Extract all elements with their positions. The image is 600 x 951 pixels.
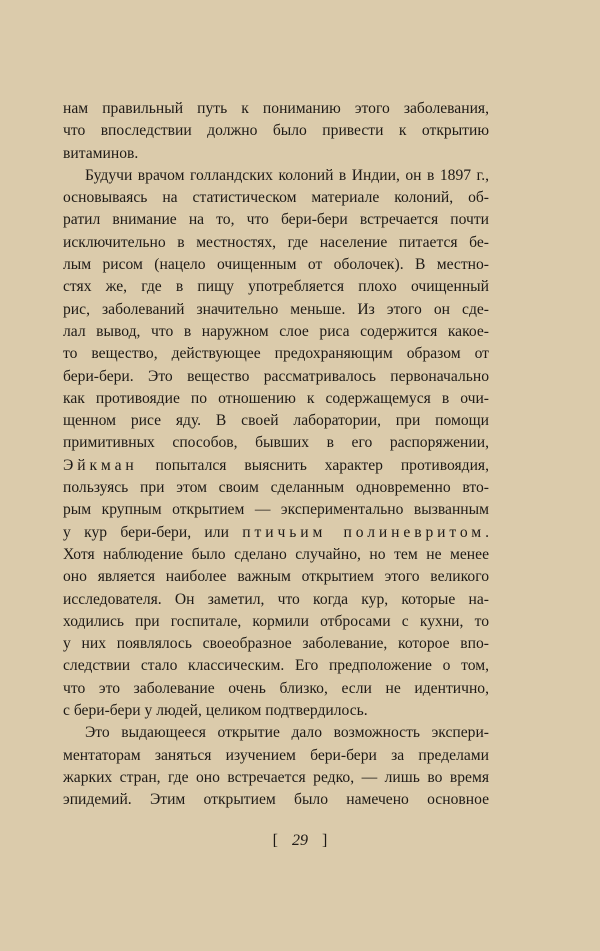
text-line: лал вывод, что в наружном слое риса содержится какое- bbox=[63, 322, 489, 340]
text-line: с бери-бери у людей, целиком подтвердилось. bbox=[63, 702, 368, 720]
text-line: следствии стало классическим. Его предположение о том, bbox=[63, 657, 489, 675]
text-line: как противоядие по отношению к содержащемуся в очи- bbox=[63, 389, 489, 407]
text-segment: попытался выяснить характер противоядия, bbox=[137, 456, 489, 474]
paragraph bbox=[63, 722, 489, 811]
text-line bbox=[63, 522, 489, 544]
emphasized-term: птичьим полиневритом bbox=[242, 523, 486, 541]
page-number-value: 29 bbox=[292, 832, 308, 849]
text-line: эпидемий. Этим открытием было намечено основное bbox=[63, 791, 489, 809]
text-line: лым рисом (нацело очищенным от оболочек). В местно- bbox=[63, 256, 489, 274]
text-line: исследователя. Он заметил, что когда кур, которые на- bbox=[63, 590, 489, 608]
text-line: Хотя наблюдение было сделано случайно, но тем не менее bbox=[63, 545, 489, 563]
body-text bbox=[63, 98, 489, 812]
text-line: стях же, где в пищу употребляется плохо очищенный bbox=[63, 278, 489, 296]
text-line: рис, заболеваний значительно меньше. Из этого он сде- bbox=[63, 300, 489, 318]
text-line: витаминов. bbox=[63, 144, 139, 162]
text-line: Будучи врачом голландских колоний в Индии, он в 1897 г., bbox=[85, 166, 489, 184]
text-line: что это заболевание очень близко, если не идентично, bbox=[63, 679, 489, 697]
text-line: оно является наиболее важным открытием этого великого bbox=[63, 568, 489, 586]
paragraph bbox=[63, 165, 489, 722]
text-line: примитивных способов, бывших в его распоряжении, bbox=[63, 434, 489, 452]
text-segment: у кур бери-бери, или bbox=[63, 523, 243, 541]
text-line: пользуясь при этом своим сделанным одновременно вто- bbox=[63, 479, 489, 497]
text-line: исключительно в местностях, где население питается бе- bbox=[63, 233, 489, 251]
text-line: бери-бери. Это вещество рассматривалось первоначально bbox=[63, 367, 489, 385]
text-line: ходились при госпитале, кормили отбросами с кухни, то bbox=[63, 612, 489, 630]
text-segment: . bbox=[485, 523, 489, 541]
text-line: нам правильный путь к пониманию этого заболевания, bbox=[63, 100, 489, 117]
text-line: что впоследствии должно было привести к открытию bbox=[63, 122, 489, 140]
paragraph bbox=[63, 98, 489, 165]
page-number bbox=[0, 832, 600, 850]
text-line: Это выдающееся открытие дало возможность экспери- bbox=[85, 724, 489, 742]
text-line: то вещество, действующее предохраняющим образом от bbox=[63, 345, 489, 363]
text-line: основываясь на статистическом материале колоний, об- bbox=[63, 189, 489, 207]
text-line: рым крупным открытием — экспериментально вызванным bbox=[63, 501, 489, 519]
bracket-open: [ bbox=[272, 832, 278, 849]
text-line: у них появлялось своеобразное заболевание, которое впо- bbox=[63, 635, 489, 653]
text-line: ментаторам заняться изучением бери-бери за пределами bbox=[63, 746, 489, 764]
author-name: Эйкман bbox=[63, 456, 138, 474]
bracket-close: ] bbox=[322, 832, 328, 849]
text-line bbox=[63, 455, 489, 477]
text-line: щенном рисе яду. В своей лаборатории, при помощи bbox=[63, 412, 489, 430]
text-line: жарких стран, где оно встречается редко, — лишь во время bbox=[63, 768, 489, 786]
text-line: ратил внимание на то, что бери-бери встречается почти bbox=[63, 211, 489, 229]
